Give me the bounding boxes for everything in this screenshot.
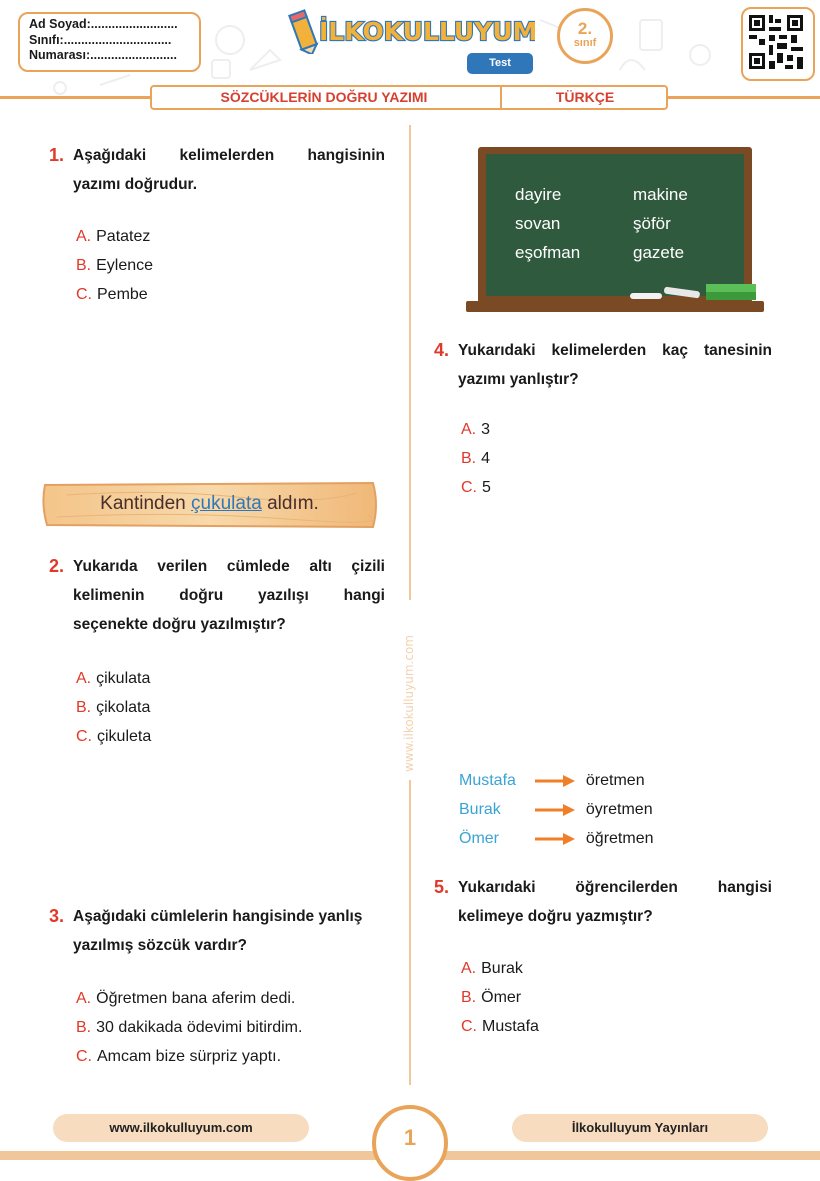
footer-publisher: İlkokulluyum Yayınları bbox=[512, 1114, 768, 1142]
written-word: öretmen bbox=[585, 772, 645, 789]
name-word-pairs bbox=[459, 766, 654, 853]
question-text-line: Aşağıdaki cümlelerin hangisinde yanlış bbox=[73, 908, 363, 925]
board-word: dayire bbox=[515, 185, 562, 204]
subject-label: TÜRKÇE bbox=[555, 89, 615, 105]
option-c[interactable]: C. Mustafa bbox=[461, 1018, 539, 1035]
question-text-line: Yukarıdaki öğrencilerden hangisi bbox=[458, 879, 772, 896]
question-number: 1. bbox=[49, 145, 65, 165]
board-word: makine bbox=[633, 185, 688, 204]
options-q3 bbox=[76, 984, 302, 1071]
question-text-line: Yukarıdaki kelimelerden kaç tanesinin bbox=[458, 342, 772, 359]
qr-code[interactable] bbox=[741, 7, 815, 81]
question-1 bbox=[49, 141, 385, 199]
footer-website[interactable]: www.ilkokulluyum.com bbox=[53, 1114, 309, 1142]
board-word: şöför bbox=[633, 214, 671, 233]
written-word: öğretmen bbox=[585, 830, 654, 847]
options-q4 bbox=[461, 415, 491, 502]
question-text-line: Yukarıda verilen cümlede altı çizili bbox=[73, 558, 385, 575]
question-text-line: yazımı yanlıştır? bbox=[458, 371, 579, 388]
option-c[interactable]: C. Amcam bize sürpriz yaptı. bbox=[76, 1048, 282, 1065]
grade-number: 2. bbox=[577, 19, 593, 38]
student-name: Burak bbox=[459, 801, 501, 818]
option-a[interactable]: A. çikulata bbox=[76, 670, 151, 687]
arrow-right-icon bbox=[535, 833, 575, 845]
grade-label: sınıf bbox=[573, 37, 597, 49]
option-a[interactable]: A. 3 bbox=[461, 421, 491, 438]
option-c[interactable]: C. 5 bbox=[461, 479, 491, 496]
sign-sentence: Kantinden çukulata aldım. bbox=[100, 493, 319, 514]
option-b[interactable]: B. Eylence bbox=[76, 257, 154, 274]
option-a[interactable]: A. Burak bbox=[461, 960, 523, 977]
question-text-line: kelimeye doğru yazmıştır? bbox=[458, 908, 653, 925]
options-q1 bbox=[76, 222, 153, 309]
arrow-right-icon bbox=[535, 804, 575, 816]
question-number: 4. bbox=[434, 340, 450, 360]
question-text-line: kelimenin doğru yazılışı hangi bbox=[73, 587, 385, 604]
arrow-right-icon bbox=[535, 775, 575, 787]
option-b[interactable]: B. çikolata bbox=[76, 699, 151, 716]
qr-code-icon bbox=[743, 9, 809, 75]
svg-text:İLKOKULLUYUM: İLKOKULLUYUM bbox=[319, 17, 535, 46]
option-b[interactable]: B. 30 dakikada ödevimi bitirdim. bbox=[76, 1019, 303, 1036]
vertical-url bbox=[394, 600, 424, 780]
student-name: Mustafa bbox=[459, 772, 516, 789]
pair-row bbox=[459, 795, 654, 824]
pair-row bbox=[459, 824, 654, 853]
question-text-line: Aşağıdaki kelimelerden hangisinin bbox=[73, 147, 385, 164]
svg-text:www.ilkokulluyum.com: www.ilkokulluyum.com bbox=[402, 635, 416, 772]
test-badge: Test bbox=[467, 53, 533, 74]
board-words-right bbox=[633, 180, 688, 267]
question-2 bbox=[49, 552, 385, 639]
question-text-line: yazılmış sözcük vardır? bbox=[73, 937, 248, 954]
question-text-line: yazımı doğrudur. bbox=[73, 176, 198, 193]
question-text-line: seçenekte doğru yazılmıştır? bbox=[73, 616, 286, 633]
option-b[interactable]: B. Ömer bbox=[461, 989, 522, 1006]
board-word: sovan bbox=[515, 214, 561, 233]
page-title: SÖZCÜKLERİN DOĞRU YAZIMI bbox=[220, 89, 428, 105]
options-q2 bbox=[76, 664, 151, 751]
written-word: öyretmen bbox=[585, 801, 653, 818]
option-b[interactable]: B. 4 bbox=[461, 450, 491, 467]
option-c[interactable]: C. Pembe bbox=[76, 286, 148, 303]
student-info-box bbox=[18, 12, 201, 72]
name-field[interactable]: Ad Soyad:......................... bbox=[29, 17, 178, 31]
grade-badge bbox=[557, 8, 613, 64]
board-word: eşofman bbox=[515, 243, 581, 262]
board-word: gazete bbox=[633, 243, 685, 262]
number-field[interactable]: Numarası:......................... bbox=[29, 48, 177, 62]
page-number: 1 bbox=[372, 1105, 448, 1181]
question-5 bbox=[434, 873, 772, 931]
option-a[interactable]: A. Öğretmen bana aferim dedi. bbox=[76, 990, 296, 1007]
option-c[interactable]: C. çikuleta bbox=[76, 728, 152, 745]
class-field[interactable]: Sınıfı:............................... bbox=[29, 32, 172, 47]
pencil-mascot-icon bbox=[285, 6, 535, 54]
question-number: 5. bbox=[434, 877, 450, 897]
question-3 bbox=[49, 902, 385, 960]
chalkboard bbox=[466, 143, 764, 318]
chalkboard-icon bbox=[466, 143, 764, 318]
underlined-word: çukulata bbox=[191, 493, 262, 514]
logo bbox=[285, 6, 535, 54]
option-a[interactable]: A. Patatez bbox=[76, 228, 151, 245]
pair-row bbox=[459, 766, 654, 795]
question-number: 2. bbox=[49, 556, 65, 576]
options-q5 bbox=[461, 954, 539, 1041]
board-words-left bbox=[515, 180, 580, 267]
question-4 bbox=[434, 336, 772, 394]
question-number: 3. bbox=[49, 906, 65, 926]
student-name: Ömer bbox=[459, 830, 499, 847]
